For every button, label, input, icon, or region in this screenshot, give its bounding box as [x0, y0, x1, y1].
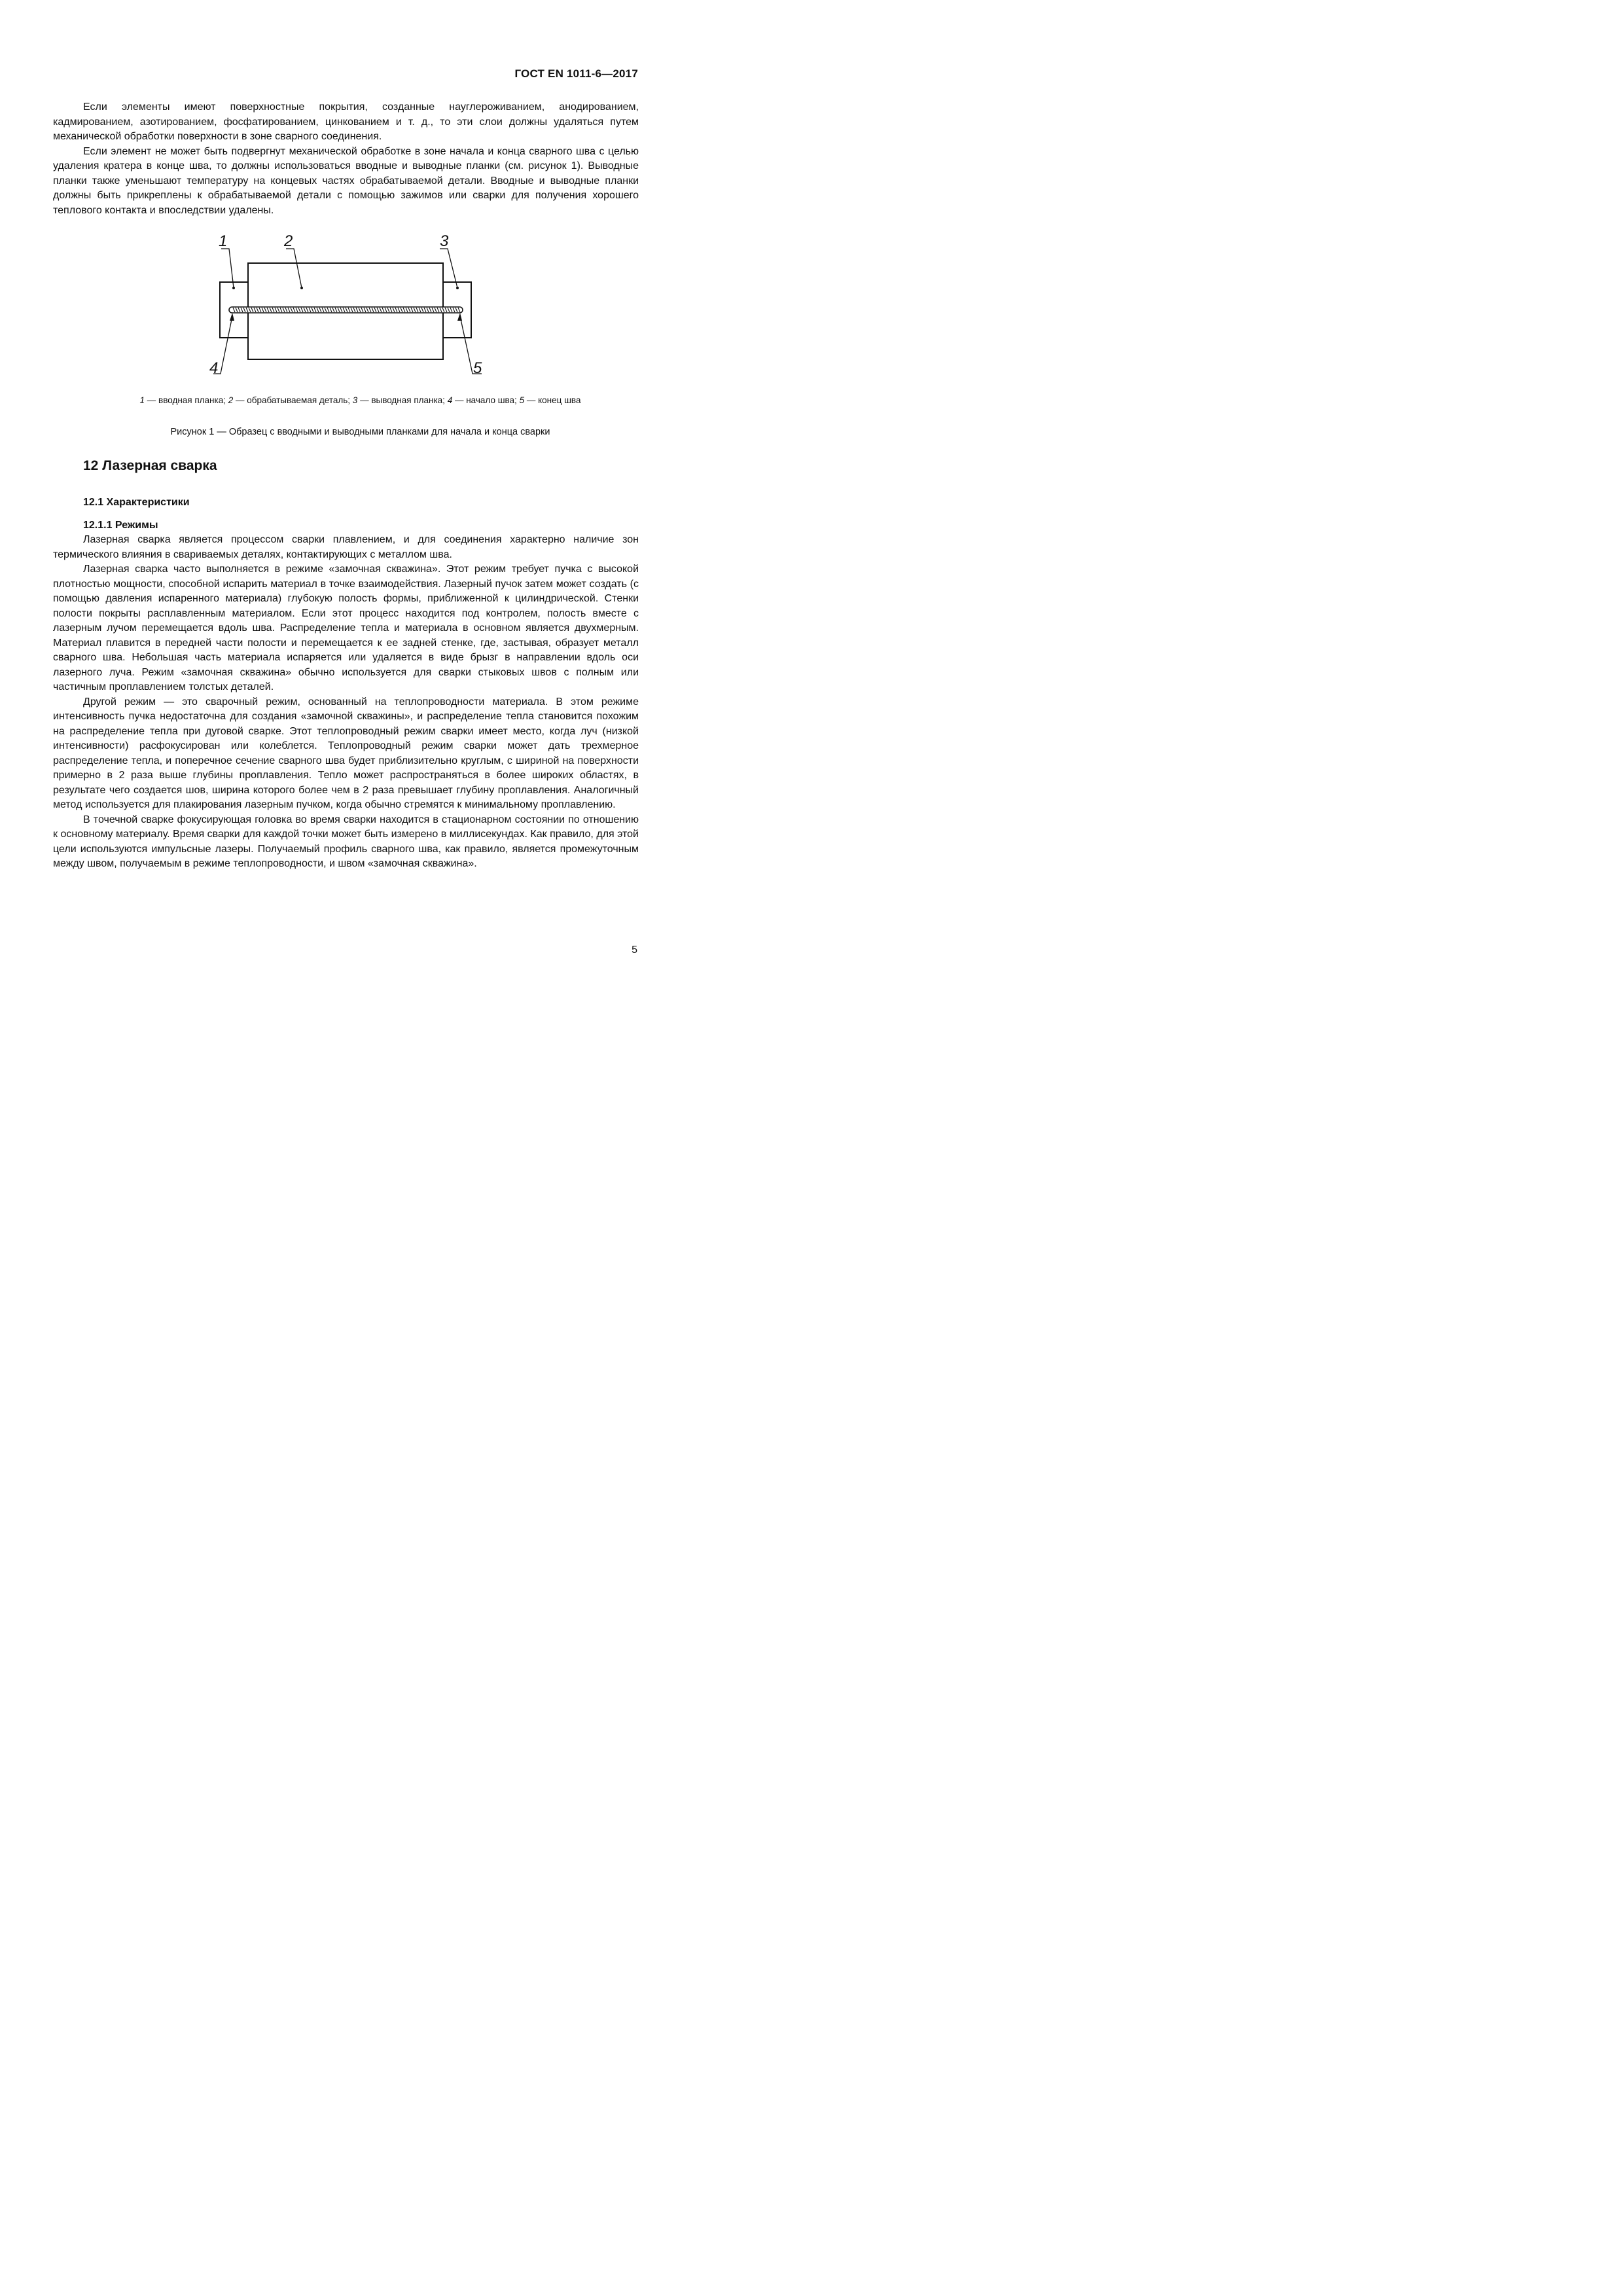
paragraph: Лазерная сварка часто выполняется в режиме «замочная скважина». Этот режим требует пучка с высокой плотностью мощности, способной испарить материал в точке взаимодействия. Лазерный пучок затем может создать (с помощью давления испаренного материала) глубокую полость формы, приближенной к цилиндрической. Стенки полости покрыты расплавленным материалом. Если этот процесс находится под контролем, полость вместе с лазерным лучом перемещается вдоль шва. Распределение тепла и материала в основном является двухмерным. Материал плавится в передней части полости и перемещается к ее задней стенке, где, застывая, образует металл сварного шва. Небольшая часть материала испаряется или удаляется в виде брызг в направлении вдоль оси лазерного луча. Режим «замочная скважина» обычно используется для сварки стыковых швов с полным или частичным проплавлением толстых деталей. [53, 564, 639, 692]
legend-num: 4 [447, 395, 453, 405]
body-text [53, 533, 639, 872]
legend-text: — конец шва [524, 395, 581, 405]
subsubsection-heading: 12.1.1 Режимы [83, 520, 158, 531]
document-page [0, 0, 721, 1019]
legend-text: — начало шва; [452, 395, 520, 405]
legend-text: — обрабатываемая деталь; [233, 395, 353, 405]
paragraph: В точечной сварке фокусирующая головка во время сварки находится в стационарном состоянии по отношению к основному материалу. Время сварки для каждой точки может быть измерено в миллисекундах. Как правило, для этой цели используются импульсные лазеры. Получаемый профиль сварного шва, как правило, является промежуточным между швом, получаемым в режиме теплопроводности, и швом «замочная скважина». [53, 814, 639, 869]
page-number: 5 [632, 944, 637, 956]
callout-3: 3 [440, 232, 449, 250]
document-header: ГОСТ EN 1011-6—2017 [514, 67, 638, 80]
legend-text: — вводная планка; [145, 395, 228, 405]
paragraph: Если элемент не может быть подвергнут механической обработке в зоне начала и конца сварного шва с целью удаления кратера в конце шва, то должны использоваться вводные и выводные планки (см. рисунок 1). Выводные планки также уменьшают температуру на концевых частях обрабатываемой детали. Вводные и выводные планки должны быть прикреплены к обрабатываемой детали с помощью зажимов или сварки для получения хорошего теплового контакта и впоследствии удалены. [53, 145, 639, 216]
figure-1-diagram [209, 230, 484, 381]
weld-seam [229, 307, 463, 313]
intro-text [53, 100, 639, 218]
subsection-heading: 12.1 Характеристики [83, 497, 190, 508]
callout-dots [232, 287, 459, 289]
callout-1: 1 [219, 232, 228, 250]
section-heading: 12 Лазерная сварка [83, 458, 217, 473]
paragraph: Если элементы имеют поверхностные покрытия, созданные науглероживанием, анодированием, кадмированием, азотированием, фосфатированием, цинкованием и т. д., то эти слои должны удаляться путем механической обработки поверхности в зоне сварного соединения. [53, 101, 639, 142]
callout-2: 2 [284, 232, 293, 250]
callout-arrowheads [230, 313, 462, 321]
figure-legend [0, 395, 721, 405]
legend-num: 2 [228, 395, 234, 405]
legend-num: 1 [139, 395, 145, 405]
callout-5: 5 [473, 359, 482, 377]
legend-num: 3 [352, 395, 358, 405]
paragraph: Другой режим — это сварочный режим, основанный на теплопроводности материала. В этом режиме интенсивность пучка недостаточна для создания «замочной скважины», и распределение тепла становится похожим на распределение тепла при дуговой сварке. Этот теплопроводный режим сварки имеет место, когда луч (низкой интенсивности) расфокусирован или колеблется. Теплопроводный режим сварки может дать трехмерное распределение тепла, и поперечное сечение сварного шва будет приблизительно круглым, с шириной на поверхности примерно в 2 раза выше глубины проплавления. Тепло может распространяться в более широких областях, в результате чего создается шов, ширина которого более чем в 2 раза превышает глубину проплавления. Аналогичный метод используется для плакирования лазерным пучком, когда обычно стремятся к минимальному проплавлению. [53, 696, 639, 810]
legend-text: — выводная планка; [357, 395, 448, 405]
figure-caption: Рисунок 1 — Образец с вводными и выводными планками для начала и конца сварки [170, 427, 550, 437]
callout-4: 4 [209, 359, 219, 377]
legend-num: 5 [519, 395, 525, 405]
paragraph: Лазерная сварка является процессом сварки плавлением, и для соединения характерно наличие зон термического влияния в свариваемых деталях, контактирующих с металлом шва. [53, 534, 639, 560]
